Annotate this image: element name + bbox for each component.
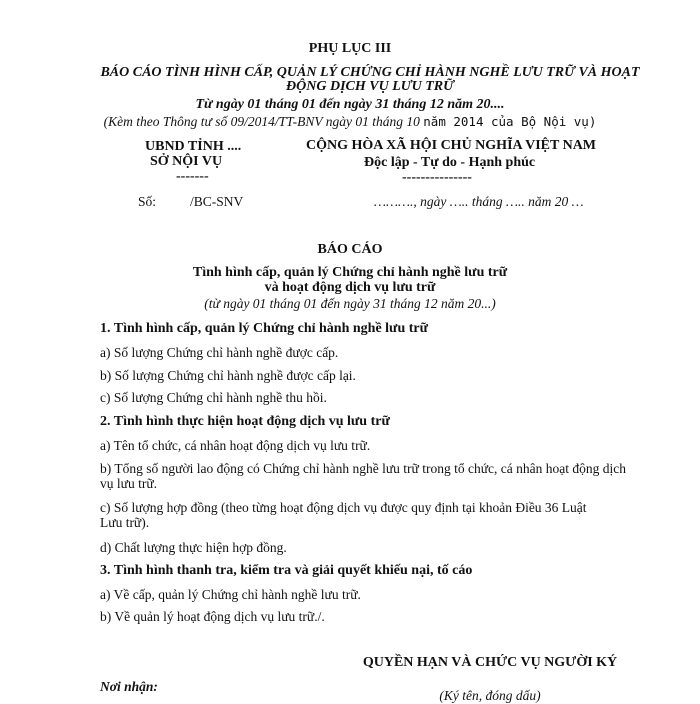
appendix-attachment-note <box>0 114 700 130</box>
org-separator: ------- <box>176 169 209 184</box>
appendix-title: BÁO CÁO TÌNH HÌNH CẤP, QUẢN LÝ CHỨNG CHỈ HÀNH NGHỀ LƯU TRỮ VÀ HOẠT ĐỘNG DỊCH VỤ LƯU TRỮ <box>100 65 640 94</box>
section-2-item-c: c) Số lượng hợp đồng (theo từng hoạt động dịch vụ được quy định tại khoản Điều 36 Luật Lưu trữ). <box>100 500 587 530</box>
attachment-note-part-2: năm 2014 của Bộ Nội vụ) <box>423 114 597 129</box>
section-2-item-b: b) Tổng số người lao động có Chứng chỉ hành nghề lưu trữ trong tổ chức, cá nhân hoạt động dịch vụ lưu trữ. <box>100 461 627 491</box>
section-3-item-b: b) Về quản lý hoạt động dịch vụ lưu trữ./. <box>100 609 325 624</box>
document-number-value: /BC-SNV <box>190 194 244 209</box>
section-2-heading: 2. Tình hình thực hiện hoạt động dịch vụ lưu trữ <box>100 414 390 429</box>
document-number-label: Số: <box>138 194 157 209</box>
attachment-note-part-1: (Kèm theo Thông tư số 09/2014/TT-BNV ngày 01 tháng 10 <box>103 114 424 129</box>
report-period: (từ ngày 01 tháng 01 đến ngày 31 tháng 12 năm 20...) <box>204 296 496 311</box>
report-subject-line-2: và hoạt động dịch vụ lưu trữ <box>264 280 436 295</box>
section-2-item-d: d) Chất lượng thực hiện hợp đồng. <box>100 540 287 555</box>
section-2-item-a: a) Tên tổ chức, cá nhân hoạt động dịch vụ lưu trữ. <box>100 438 371 453</box>
appendix-label: PHỤ LỤC III <box>308 41 392 56</box>
org-line-1: UBND TỈNH .... <box>145 139 242 154</box>
appendix-period: Từ ngày 01 tháng 01 đến ngày 31 tháng 12 năm 20.... <box>195 97 505 112</box>
signer-note: (Ký tên, đóng dấu) <box>439 688 541 703</box>
org-line-2: SỞ NỘI VỤ <box>150 154 223 169</box>
section-1-item-b: b) Số lượng Chứng chỉ hành nghề được cấp lại. <box>100 368 356 383</box>
section-3-heading: 3. Tình hình thanh tra, kiểm tra và giải quyết khiếu nại, tố cáo <box>100 563 473 578</box>
section-1-item-c: c) Số lượng Chứng chỉ hành nghề thu hồi. <box>100 390 327 405</box>
motto-separator: --------------- <box>402 170 472 185</box>
section-1-heading: 1. Tình hình cấp, quản lý Chứng chỉ hành nghề lưu trữ <box>100 321 429 336</box>
report-heading: BÁO CÁO <box>317 242 383 257</box>
report-subject-line-1: Tình hình cấp, quản lý Chứng chỉ hành nghề lưu trữ <box>192 265 508 280</box>
section-1-item-a: a) Số lượng Chứng chỉ hành nghề được cấp. <box>100 345 339 360</box>
motto: Độc lập - Tự do - Hạnh phúc <box>364 155 536 170</box>
signer-title: QUYỀN HẠN VÀ CHỨC VỤ NGƯỜI KÝ <box>362 655 618 670</box>
place-date-line: ………., ngày ….. tháng ….. năm 20 … <box>374 194 584 209</box>
country-name: CỘNG HÒA XÃ HỘI CHỦ NGHĨA VIỆT NAM <box>306 138 597 153</box>
section-3-item-a: a) Về cấp, quản lý Chứng chỉ hành nghề lưu trữ. <box>100 587 361 602</box>
recipients-label: Nơi nhận: <box>100 679 158 694</box>
